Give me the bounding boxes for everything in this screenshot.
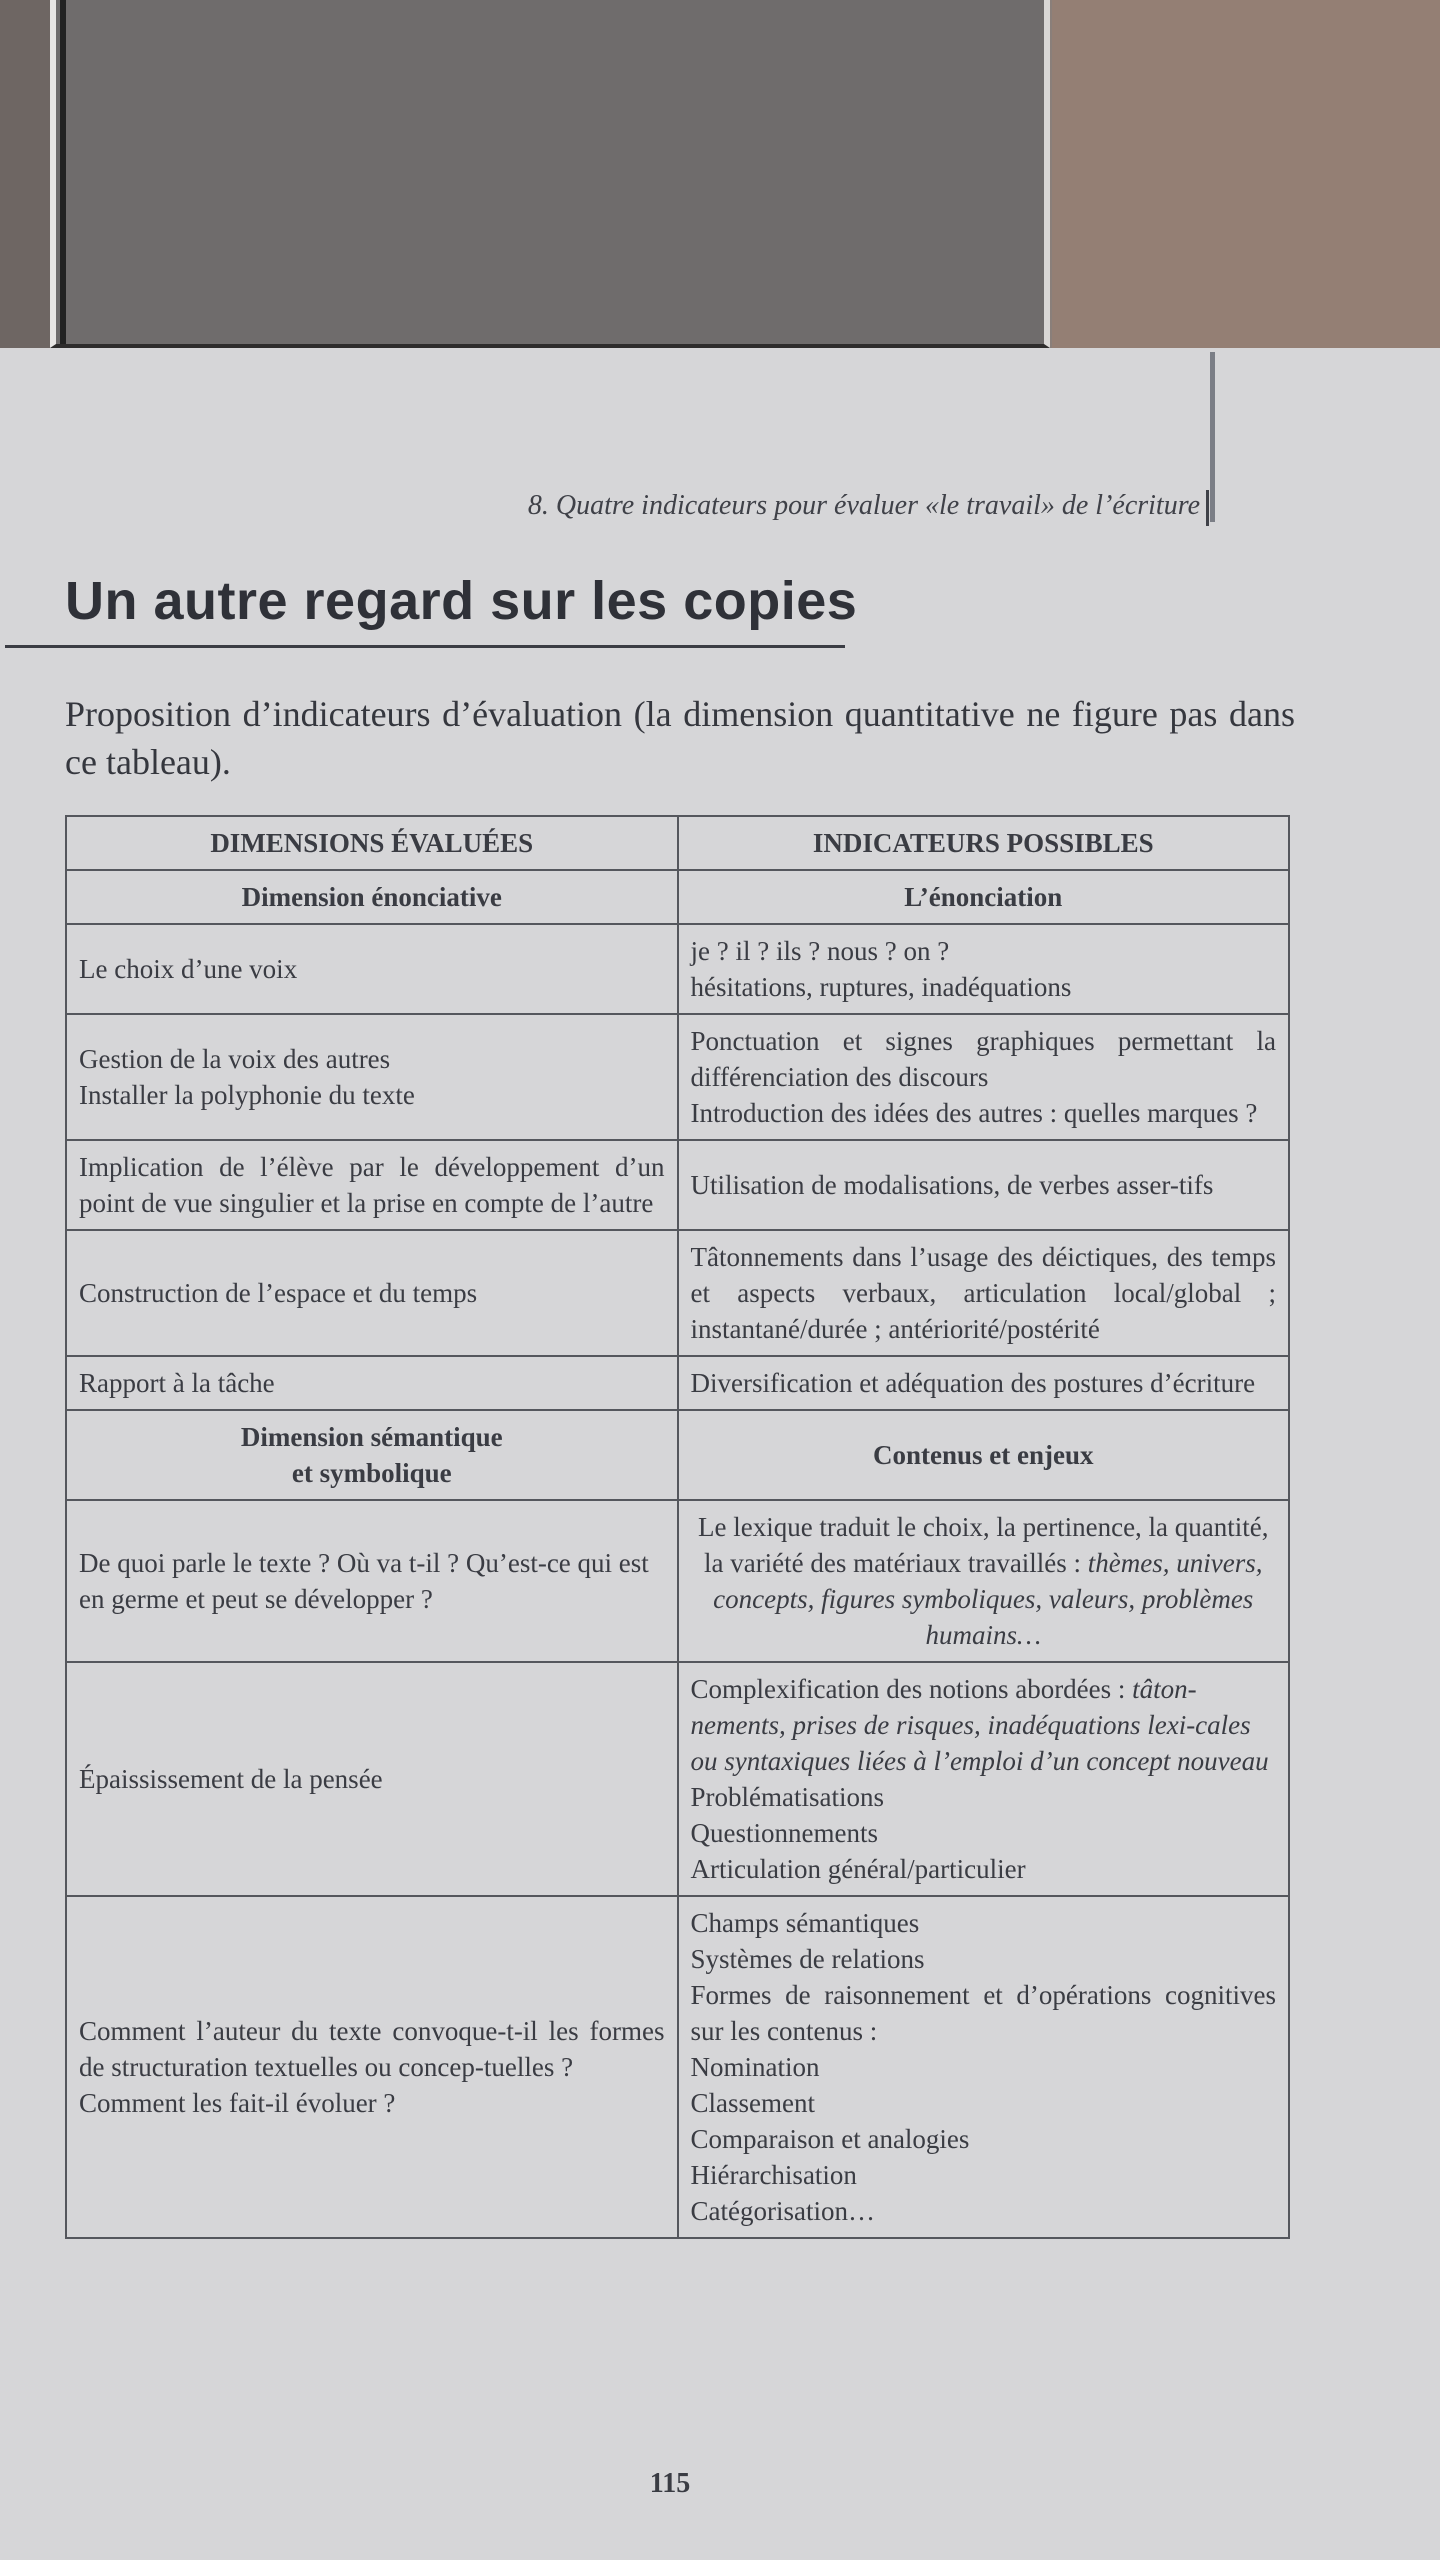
cell-line: Hiérarchisation [690,2160,857,2190]
table-row [66,1140,1289,1230]
section-row-semantique [66,1410,1289,1500]
cell-line: Champs sémantiques [690,1908,920,1938]
cell-line: Nomination [690,2052,820,2082]
cell-line: Comment l’auteur du texte convoque-t-il les formes de structuration textuelles ou concep-tuelles ? [79,2016,665,2082]
background-wall-right [1052,0,1440,360]
header-dimensions: DIMENSIONS ÉVALUÉES [66,816,678,870]
section-title: Un autre regard sur les copies [65,571,858,631]
cell-text: Le lexique traduit le choix, la pertinence, la quantité, la variété des matériaux travaillés : [697,1512,1269,1578]
cell-line: Installer la polyphonie du texte [79,1080,415,1110]
cell-line: Problématisations [690,1782,884,1812]
row-left: Le choix d’une voix [66,924,678,1014]
row-right [678,1896,1290,2238]
table-row [66,1896,1289,2238]
row-right [678,1662,1290,1896]
cell-line: Catégorisation… [690,2196,875,2226]
cell-line: Questionnements [690,1818,878,1848]
table-row [66,1500,1289,1662]
row-right [678,1500,1290,1662]
row-right [678,924,1290,1014]
row-left: Épaississement de la pensée [66,1662,678,1896]
row-left [66,1896,678,2238]
cell-line: Classement [690,2088,815,2118]
table-row [66,924,1289,1014]
title-underline [5,645,845,648]
page-number: 115 [649,2468,691,2499]
cell-line: Dimension sémantique [240,1422,503,1452]
row-right: Diversification et adéquation des postures d’écriture [678,1356,1290,1410]
cell-line: Systèmes de relations [690,1944,925,1974]
cell-text: Complexification des notions abordées : [690,1674,1126,1704]
row-right: Tâtonnements dans l’usage des déictiques, des temps et aspects verbaux, articulation local/global ; instantané/durée ; antériorité/postérité [678,1230,1290,1356]
row-left: De quoi parle le texte ? Où va t-il ? Qu’est-ce qui est en germe et peut se développer ? [66,1500,678,1662]
cell-line: Formes de raisonnement et d’opérations cognitives sur les contenus : [690,1980,1276,2046]
table-header-row [66,816,1289,870]
section-right: Contenus et enjeux [678,1410,1290,1500]
row-left: Implication de l’élève par le développement d’un point de vue singulier et la prise en compte de l’autre [66,1140,678,1230]
table-row [66,1662,1289,1896]
running-head-bar [1206,490,1209,526]
section-row-enonciative [66,870,1289,924]
row-right: Utilisation de modalisations, de verbes asser-tifs [678,1140,1290,1230]
table-row [66,1014,1289,1140]
section-right: L’énonciation [678,870,1290,924]
table-row [66,1356,1289,1410]
cell-text-italic: tâton-nements, prises de risques, inadéquations lexi-cales ou syntaxiques liées à l’emploi d’un concept nouveau [690,1674,1269,1776]
section-left: Dimension énonciative [66,870,678,924]
cell-line: Comment les fait-il évoluer ? [79,2088,396,2118]
cell-line: Comparaison et analogies [690,2124,970,2154]
page-edge [1210,352,1215,522]
cell-line: Articulation général/particulier [690,1854,1026,1884]
cell-line: Introduction des idées des autres : quelles marques ? [690,1098,1258,1128]
cell-line: et symbolique [291,1458,452,1488]
cell-line: je ? il ? ils ? nous ? on ? [690,936,950,966]
cell-line: Ponctuation et signes graphiques permettant la différenciation des discours [690,1026,1276,1092]
row-left: Construction de l’espace et du temps [66,1230,678,1356]
table-row [66,1230,1289,1356]
cell-text-italic: thèmes, univers, concepts, figures symboliques, valeurs, problèmes humains… [713,1548,1263,1650]
cell-line: Gestion de la voix des autres [79,1044,391,1074]
header-indicators: INDICATEURS POSSIBLES [678,816,1290,870]
row-left [66,1014,678,1140]
intro-paragraph: Proposition d’indicateurs d’évaluation (la dimension quantitative ne figure pas dans ce tableau). [65,694,1295,782]
background-monitor [50,0,1050,348]
running-head: 8. Quatre indicateurs pour évaluer «le travail» de l’écriture [527,490,1200,521]
indicators-table [65,815,1290,2239]
row-right [678,1014,1290,1140]
cell-line: hésitations, ruptures, inadéquations [690,972,1072,1002]
section-left [66,1410,678,1500]
row-left: Rapport à la tâche [66,1356,678,1410]
